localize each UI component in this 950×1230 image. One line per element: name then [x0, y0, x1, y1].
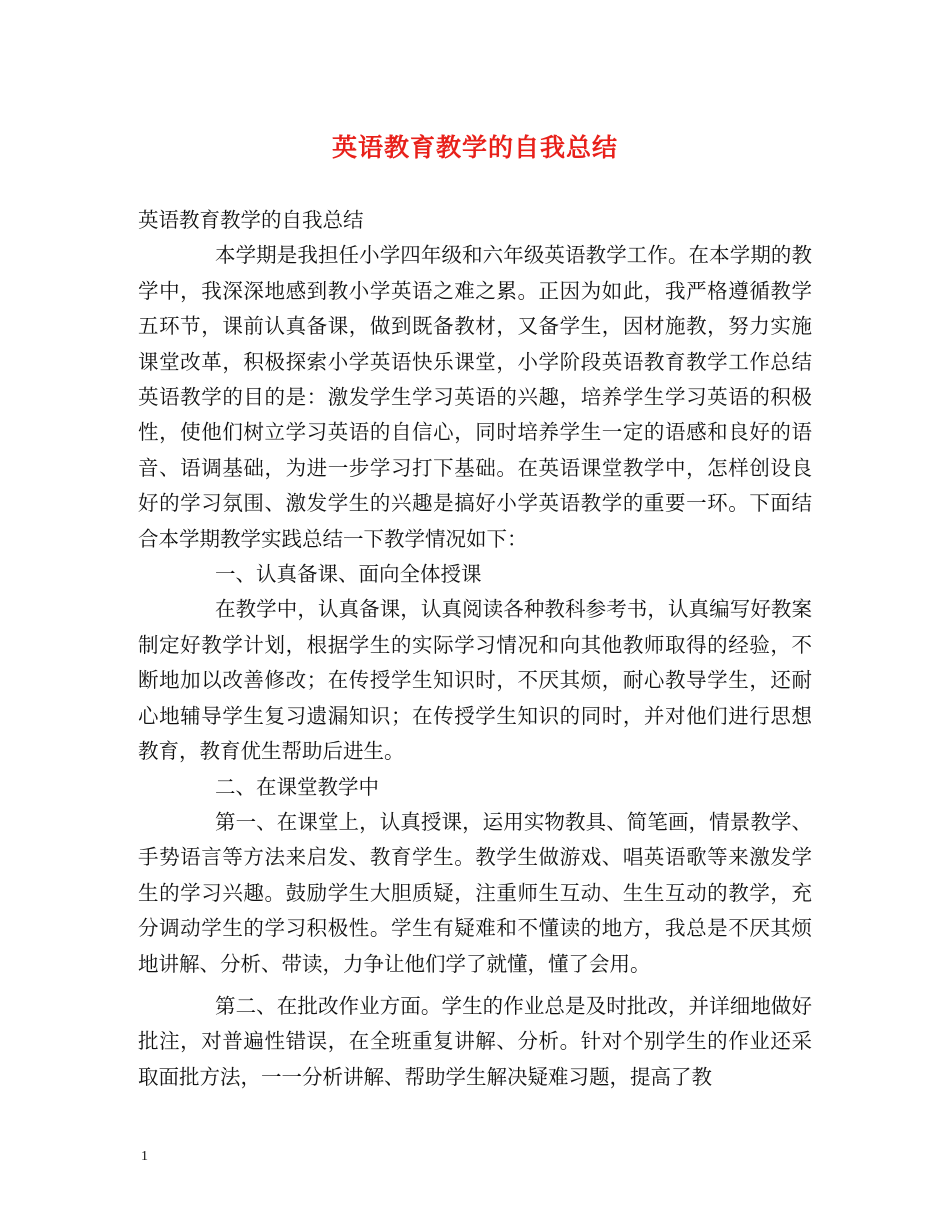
- section-heading-2: 二、在课堂教学中: [215, 774, 379, 799]
- paragraph-intro: 本学期是我担任小学四年级和六年级英语教学工作。在本学期的教学中，我深深地感到教小学英语之难之累。正因为如此，我严格遵循教学五环节，课前认真备课，做到既备教材，又备学生，因材施教，努力实施课堂改革，积极探索小学英语快乐课堂，小学阶段英语教育教学工作总结英语教学的目的是：激发学生学习英语的兴趣，培养学生学习英语的积极性，使他们树立学习英语的自信心，同时培养学生一定的语感和良好的语音、语调基础，为进一步学习打下基础。在英语课堂教学中，怎样创设良好的学习氛围、激发学生的兴趣是搞好小学英语教学的重要一环。下面结合本学期教学实践总结一下教学情况如下：: [138, 243, 812, 551]
- paragraph-preparation: 在教学中，认真备课，认真阅读各种教科参考书，认真编写好教案制定好教学计划，根据学生的实际学习情况和向其他教师取得的经验，不断地加以改善修改；在传授学生知识时，不厌其烦，耐心教导学生，还耐心地辅导学生复习遗漏知识；在传授学生知识的同时，并对他们进行思想教育，教育优生帮助后进生。: [138, 597, 812, 764]
- document-subtitle: 英语教育教学的自我总结: [138, 208, 364, 232]
- section-heading-1: 一、认真备课、面向全体授课: [215, 562, 482, 587]
- paragraph-classroom: 第一、在课堂上，认真授课，运用实物教具、简笔画，情景教学、手势语言等方法来启发、教育学生。教学生做游戏、唱英语歌等来激发学生的学习兴趣。鼓励学生大胆质疑，注重师生互动、生生互动的教学，充分调动学生的学习积极性。学生有疑难和不懂读的地方，我总是不厌其烦地讲解、分析、带读，力争让他们学了就懂，懂了会用。: [138, 809, 812, 976]
- document-body: [138, 203, 812, 1095]
- page-number: 1: [141, 1149, 148, 1164]
- page-title: 英语教育教学的自我总结: [331, 133, 618, 162]
- paragraph-homework: 第二、在批改作业方面。学生的作业总是及时批改，并详细地做好批注，对普遍性错误，在全班重复讲解、分析。针对个别学生的作业还采取面批方法，一一分析讲解、帮助学生解决疑难习题，提高了教: [138, 993, 812, 1089]
